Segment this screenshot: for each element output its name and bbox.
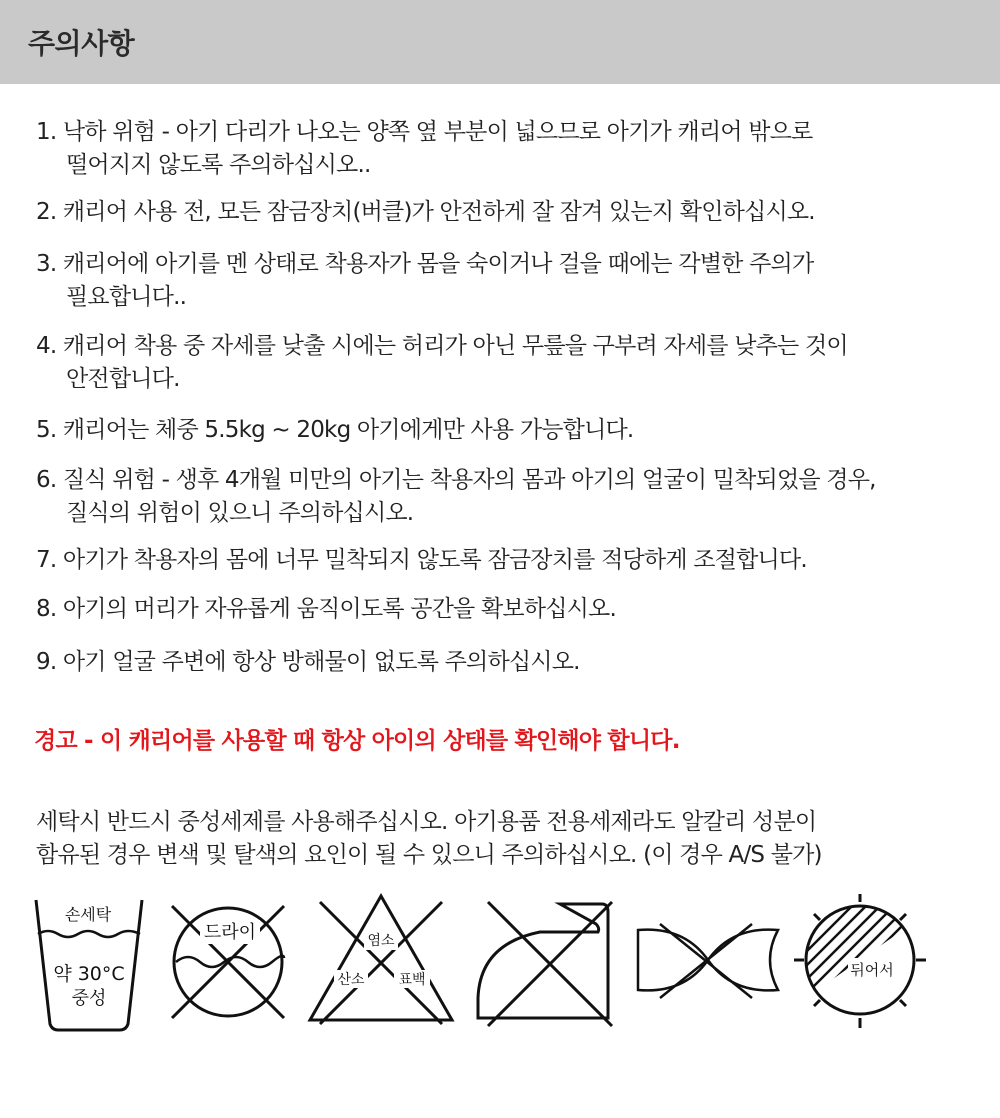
washing-note-line: 함유된 경우 변색 및 탈색의 요인이 될 수 있으니 주의하십시오. (이 경우 A/S 불가) — [36, 842, 822, 868]
caution-text: 질식 위험 - 생후 4개월 미만의 아기는 착용자의 몸과 아기의 얼굴이 밀착되었을 경우, — [62, 467, 876, 493]
care-symbols — [0, 890, 1000, 1040]
dry-clean-label: 드라이 — [203, 922, 257, 943]
caution-text: 아기의 머리가 자유롭게 움직이도록 공간을 확보하십시오. — [62, 596, 616, 622]
bleach-oxygen-label: 산소 — [337, 972, 365, 988]
caution-item-1: 1. 낙하 위험 - 아기 다리가 나오는 양쪽 옆 부분이 넓으므로 아기가 캐리어 밖으로 떨어지지 않도록 주의하십시오.. — [36, 116, 812, 182]
caution-text: 캐리어 착용 중 자세를 낮출 시에는 허리가 아닌 무릎을 구부려 자세를 낮추는 것이 — [62, 333, 848, 359]
no-dry-clean-icon — [166, 890, 296, 1030]
caution-text: 아기가 착용자의 몸에 너무 밀착되지 않도록 잠금장치를 적당하게 조절합니다. — [62, 547, 807, 573]
caution-item-4: 4. 캐리어 착용 중 자세를 낮출 시에는 허리가 아닌 무릎을 구부려 자세를 낮추는 것이 안전합니다. — [36, 330, 848, 396]
hand-wash-label: 손세탁 — [64, 905, 112, 924]
caution-item-7: 7. 아기가 착용자의 몸에 너무 밀착되지 않도록 잠금장치를 적당하게 조절합니다. — [36, 547, 807, 573]
caution-item-8: 8. 아기의 머리가 자유롭게 움직이도록 공간을 확보하십시오. — [36, 596, 616, 622]
hand-wash-icon — [28, 890, 148, 1035]
caution-text: 질식의 위험이 있으니 주의하십시오. — [66, 500, 414, 526]
caution-item-9: 9. 아기 얼굴 주변에 항상 방해물이 없도록 주의하십시오. — [36, 649, 580, 675]
hand-wash-temperature: 약 30°C — [53, 963, 125, 985]
tumble-dry-reverse-icon — [794, 890, 926, 1030]
caution-item-6: 6. 질식 위험 - 생후 4개월 미만의 아기는 착용자의 몸과 아기의 얼굴이 밀착되었을 경우, 질식의 위험이 있으니 주의하십시오. — [36, 464, 876, 530]
no-wring-icon — [634, 890, 782, 1030]
caution-text: 아기 얼굴 주변에 항상 방해물이 없도록 주의하십시오. — [62, 649, 580, 675]
no-iron-icon — [474, 890, 624, 1030]
caution-text: 캐리어 사용 전, 모든 잠금장치(버클)가 안전하게 잘 잠겨 있는지 확인하십시오. — [62, 199, 815, 225]
caution-item-5: 5. 캐리어는 체중 5.5kg ~ 20kg 아기에게만 사용 가능합니다. — [36, 417, 634, 443]
tumble-label: 뒤어서 — [850, 961, 894, 979]
washing-instructions — [36, 806, 822, 872]
warning-text: 경고 - 이 캐리어를 사용할 때 항상 아이의 상태를 확인해야 합니다. — [34, 728, 680, 754]
caution-text: 안전합니다. — [66, 366, 180, 392]
caution-item-3: 3. 캐리어에 아기를 멘 상태로 착용자가 몸을 숙이거나 걸을 때에는 각별한 주의가 필요합니다.. — [36, 248, 813, 314]
washing-note-line: 세탁시 반드시 중성세제를 사용해주십시오. 아기용품 전용세제라도 알칼리 성분이 — [36, 809, 817, 835]
header-bar — [0, 0, 1000, 84]
caution-text: 캐리어는 체중 5.5kg ~ 20kg 아기에게만 사용 가능합니다. — [62, 417, 634, 443]
no-bleach-icon — [306, 890, 456, 1030]
page-title: 주의사항 — [28, 27, 135, 60]
caution-text: 캐리어에 아기를 멘 상태로 착용자가 몸을 숙이거나 걸을 때에는 각별한 주의가 — [62, 251, 814, 277]
caution-text: 낙하 위험 - 아기 다리가 나오는 양쪽 옆 부분이 넓으므로 아기가 캐리어 밖으로 — [62, 119, 813, 145]
caution-item-2: 2. 캐리어 사용 전, 모든 잠금장치(버클)가 안전하게 잘 잠겨 있는지 확인하십시오. — [36, 199, 815, 225]
bleach-label: 표백 — [398, 972, 426, 988]
caution-text: 떨어지지 않도록 주의하십시오.. — [66, 152, 371, 178]
bleach-chlorine-label: 염소 — [367, 933, 395, 949]
caution-text: 필요합니다.. — [66, 284, 187, 310]
hand-wash-detergent: 중성 — [71, 988, 107, 1009]
